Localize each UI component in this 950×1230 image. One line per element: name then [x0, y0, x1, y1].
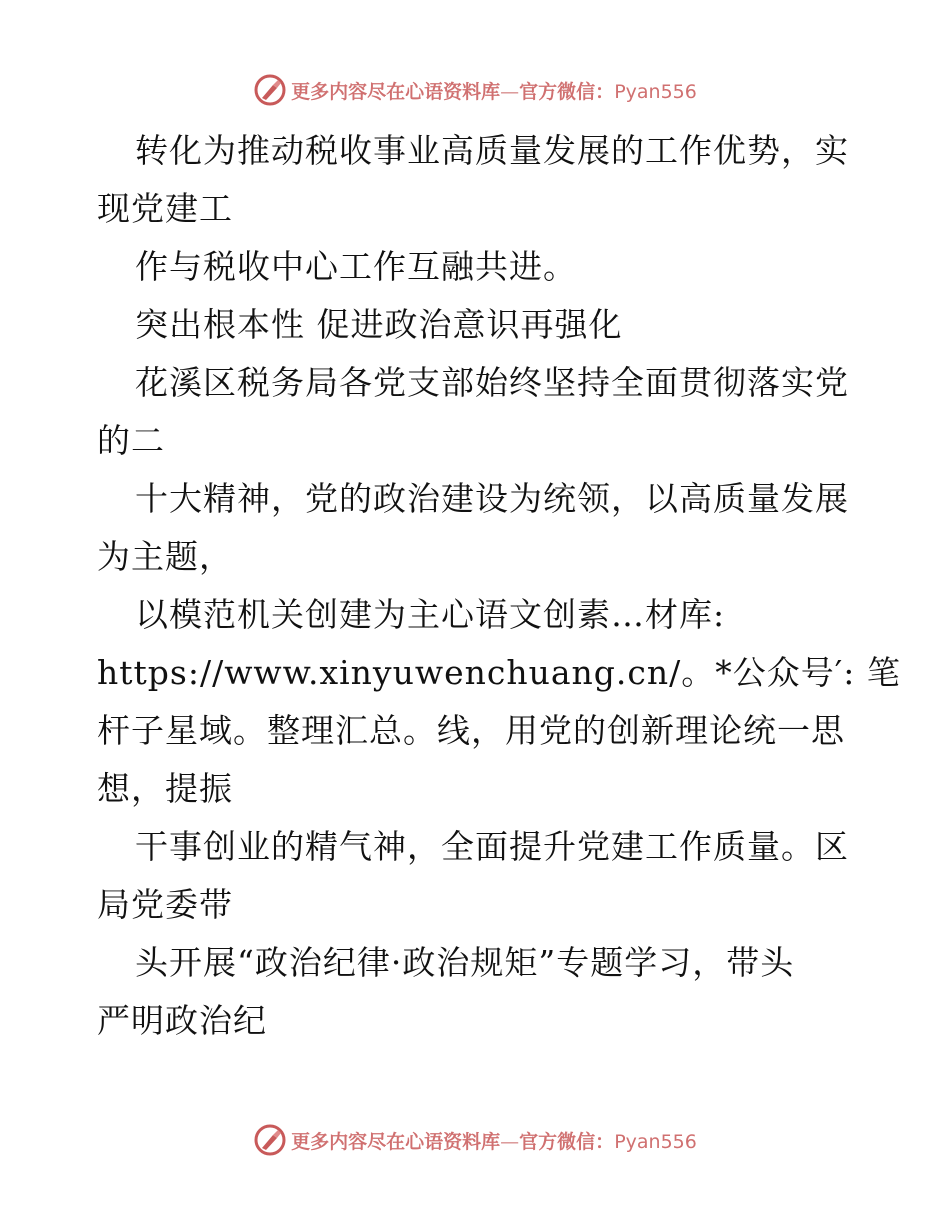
text-line: 想，提振: [97, 769, 233, 808]
text-line: 杆子星域。整理汇总。线，用党的创新理论统一思: [97, 711, 845, 750]
text-line: 为主题，: [97, 537, 233, 576]
banner-contact-label: 官方微信：: [519, 1130, 615, 1153]
banner-contact-id: Pyan556: [614, 80, 697, 103]
text-line: 严明政治纪: [97, 1001, 267, 1040]
banner-contact-id: Pyan556: [614, 1130, 697, 1153]
banner-text: [291, 77, 697, 104]
text-line: 作与税收中心工作互融共进。: [135, 247, 577, 286]
text-line: 干事创业的精气神，全面提升党建工作质量。区: [135, 827, 849, 866]
banner-contact-label: 官方微信：: [519, 80, 615, 103]
text-line-url: https://www.xinyuwenchuang.cn/。*公众号′: 笔: [97, 653, 901, 692]
text-line: 局党委带: [97, 885, 233, 924]
banner-separator: —: [500, 80, 520, 103]
banner-separator: —: [500, 1130, 520, 1153]
section-heading: 突出根本性 促进政治意识再强化: [135, 305, 623, 344]
footer-banner: [0, 1120, 950, 1160]
pen-logo-icon: [253, 1123, 287, 1157]
document-body: [97, 122, 901, 1050]
text-line: 转化为推动税收事业高质量发展的工作优势，实: [135, 131, 849, 170]
text-line: 十大精神，党的政治建设为统领，以高质量发展: [135, 479, 849, 518]
text-line: 花溪区税务局各党支部始终坚持全面贯彻落实党: [135, 363, 849, 402]
text-line: 现党建工: [97, 189, 233, 228]
pen-logo-icon: [253, 73, 287, 107]
banner-text: [291, 1127, 697, 1154]
text-line: 头开展“政治纪律·政治规矩”专题学习，带头: [135, 943, 795, 982]
banner-title: 更多内容尽在心语资料库: [291, 1130, 501, 1153]
banner-title: 更多内容尽在心语资料库: [291, 80, 501, 103]
text-line: 的二: [97, 421, 165, 460]
text-line: 以模范机关创建为主心语文创素…材库:: [135, 595, 726, 634]
header-banner: [0, 70, 950, 110]
